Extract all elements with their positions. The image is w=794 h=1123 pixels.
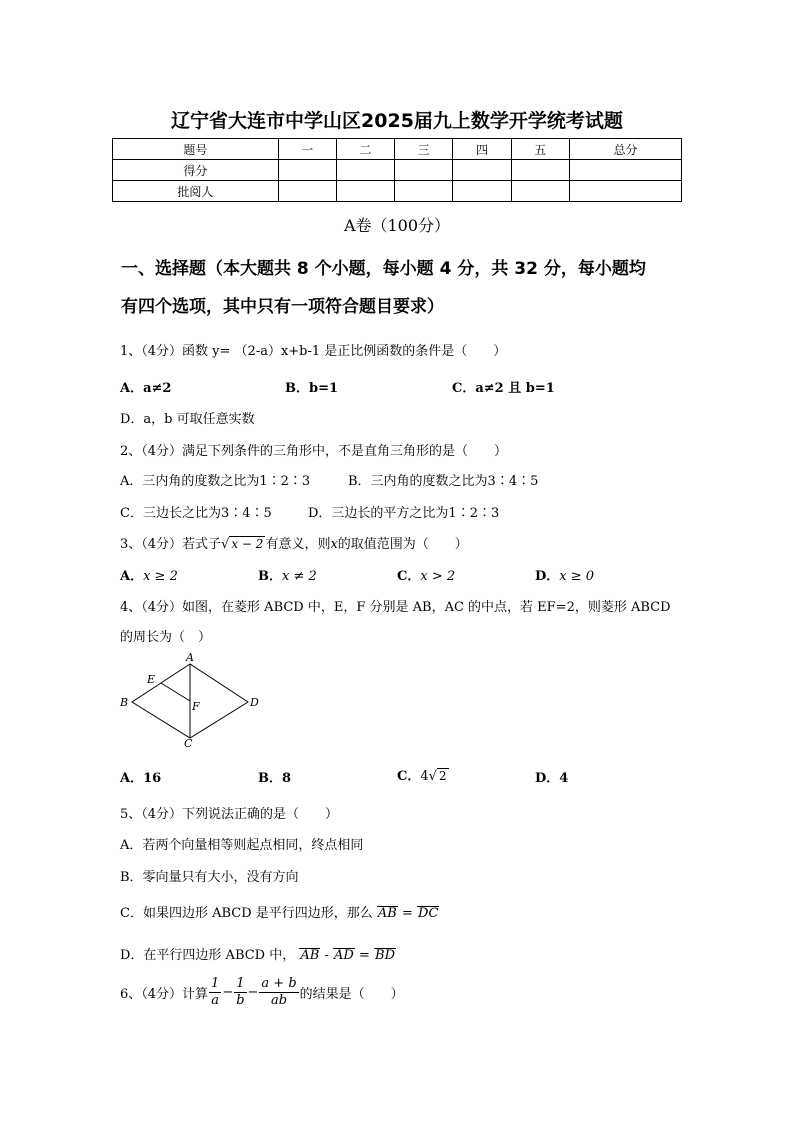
- q3-option-a-value: x ≥ 2: [143, 569, 178, 584]
- q3-option-d-label: D．: [535, 569, 560, 584]
- score-table: [112, 138, 682, 202]
- fraction-denominator: a: [211, 993, 220, 1008]
- figure-label-d: D: [250, 696, 259, 709]
- q1-option-a: A．a≠2: [120, 381, 172, 396]
- q3-option-c-value: x > 2: [420, 569, 456, 584]
- score-cell: [395, 181, 453, 202]
- q3-option-b-label: B．: [258, 569, 282, 584]
- page-title: 辽宁省大连市中学山区2025届九上数学开学统考试题: [171, 110, 623, 132]
- q5-option-c-equals: =: [402, 906, 413, 921]
- score-cell: [395, 160, 453, 181]
- vector-ab: AB: [300, 948, 320, 963]
- q4-stem-line2: 的周长为（ ）: [120, 630, 212, 645]
- q2-option-d: D．三边长的平方之比为1∶2∶3: [308, 506, 500, 521]
- q3-option-b-value: x ≠ 2: [282, 569, 317, 584]
- q6-stem-pre: 6、（4分）计算: [120, 987, 209, 1002]
- score-cell: [511, 181, 569, 202]
- q3-option-a-label: A．: [120, 569, 144, 584]
- q3-var: x: [330, 537, 338, 552]
- figure-label-a: A: [186, 651, 194, 664]
- q2-option-a: A．三内角的度数之比为1∶2∶3: [120, 474, 311, 489]
- q4-option-a: A．16: [120, 771, 162, 786]
- score-cell: [278, 160, 336, 181]
- rhombus-figure: [112, 650, 272, 750]
- score-row-label: 得分: [113, 160, 279, 181]
- q4-option-c-coef: 4: [420, 769, 429, 784]
- q4-option-b: B．8: [258, 771, 292, 786]
- q1-stem: 1、（4分）函数 y= （2-a）x+b-1 是正比例函数的条件是（ ）: [120, 344, 507, 359]
- q4-option-c: [397, 765, 449, 784]
- score-cell: [569, 160, 681, 181]
- q4-option-c-label: C．: [397, 769, 421, 784]
- fraction-a-plus-b-over-ab: [259, 976, 298, 1009]
- q5-stem: 5、（4分）下列说法正确的是（ ）: [120, 807, 339, 822]
- figure-label-c: C: [184, 737, 193, 750]
- score-table-row: [113, 181, 682, 202]
- vector-ad: AD: [334, 948, 354, 963]
- fraction-1-over-b: [234, 976, 246, 1009]
- q5-option-d-text: D．在平行四边形 ABCD 中，: [120, 948, 296, 963]
- score-header-cell: 五: [511, 139, 569, 160]
- q3-option-b: [258, 565, 317, 584]
- score-cell: [453, 160, 511, 181]
- radical-sign-icon: √: [221, 537, 230, 552]
- vector-bd: BD: [375, 948, 396, 963]
- q6-stem-post: 的结果是（ ）: [299, 987, 404, 1002]
- section-a-title: A卷（100分）: [343, 216, 451, 235]
- score-row-label: 批阅人: [113, 181, 279, 202]
- score-header-cell: 三: [395, 139, 453, 160]
- q3-radicand: x − 2: [231, 537, 264, 551]
- score-cell: [511, 160, 569, 181]
- part1-heading-line1: 一、选择题（本大题共 8 个小题，每小题 4 分，共 32 分，每小题均: [121, 259, 646, 279]
- q1-option-b: B．b=1: [285, 381, 339, 396]
- vector-ab: AB: [377, 906, 397, 921]
- fraction-numerator: 1: [211, 976, 220, 991]
- score-cell: [569, 181, 681, 202]
- q1-option-c: C．a≠2 且 b=1: [452, 381, 555, 396]
- fraction-numerator: 1: [236, 976, 245, 991]
- q2-option-c: C．三边长之比为3∶4∶5: [120, 506, 272, 521]
- score-table-row: [113, 160, 682, 181]
- fraction-denominator: b: [236, 993, 245, 1008]
- score-header-cell: 题号: [113, 139, 279, 160]
- figure-label-f: F: [192, 700, 200, 713]
- fraction-denominator: ab: [271, 993, 288, 1008]
- q3-stem-mid: 有意义，则: [265, 537, 331, 552]
- q5-option-c-text: C．如果四边形 ABCD 是平行四边形，那么: [120, 906, 373, 921]
- q3-option-a: [120, 565, 178, 584]
- q3-stem: [120, 533, 468, 552]
- score-cell: [278, 181, 336, 202]
- q5-option-d: [120, 944, 396, 963]
- q2-stem: 2、（4分）满足下列条件的三角形中，不是直角三角形的是（ ）: [120, 444, 508, 459]
- score-header-cell: 四: [453, 139, 511, 160]
- q3-stem-pre: 3、（4分）若式子: [120, 537, 222, 552]
- score-header-cell: 一: [278, 139, 336, 160]
- q4-option-c-radicand: 2: [438, 769, 447, 783]
- vector-dc: DC: [418, 906, 439, 921]
- q3-option-d: [535, 565, 594, 584]
- figure-label-e: E: [147, 673, 156, 686]
- part1-heading-line2: 有四个选项，其中只有一项符合题目要求）: [121, 297, 444, 317]
- score-cell: [336, 181, 394, 202]
- fraction-numerator: a + b: [261, 976, 297, 991]
- q6-minus-1: −: [222, 985, 234, 1000]
- figure-label-b: B: [120, 696, 129, 709]
- q3-option-c-label: C．: [397, 569, 421, 584]
- q2-option-b: B．三内角的度数之比为3∶4∶5: [348, 474, 539, 489]
- radical-sign-icon: √: [428, 769, 437, 784]
- q1-option-d: D．a，b 可取任意实数: [120, 412, 255, 427]
- q5-option-a: A．若两个向量相等则起点相同，终点相同: [120, 838, 364, 853]
- q3-option-d-value: x ≥ 0: [559, 569, 595, 584]
- q5-option-d-minus: -: [324, 948, 329, 963]
- score-table-header-row: [113, 139, 682, 160]
- q3-stem-post: 的取值范围为（ ）: [337, 537, 468, 552]
- q5-option-d-equals: =: [358, 948, 370, 963]
- fraction-1-over-a: [209, 976, 221, 1009]
- q4-option-d: D．4: [535, 771, 569, 786]
- q6-stem: [120, 976, 404, 1009]
- score-cell: [336, 160, 394, 181]
- q5-option-c: [120, 902, 439, 921]
- score-cell: [453, 181, 511, 202]
- score-header-cell: 总分: [569, 139, 681, 160]
- score-header-cell: 二: [336, 139, 394, 160]
- q3-option-c: [397, 565, 455, 584]
- q5-option-b: B．零向量只有大小，没有方向: [120, 870, 299, 885]
- segment-ef: [161, 683, 190, 701]
- q4-stem-line1: 4、（4分）如图，在菱形 ABCD 中，E，F 分别是 AB，AC 的中点，若 EF=2，则菱形 ABCD: [120, 600, 671, 615]
- q6-minus-2: −: [247, 985, 259, 1000]
